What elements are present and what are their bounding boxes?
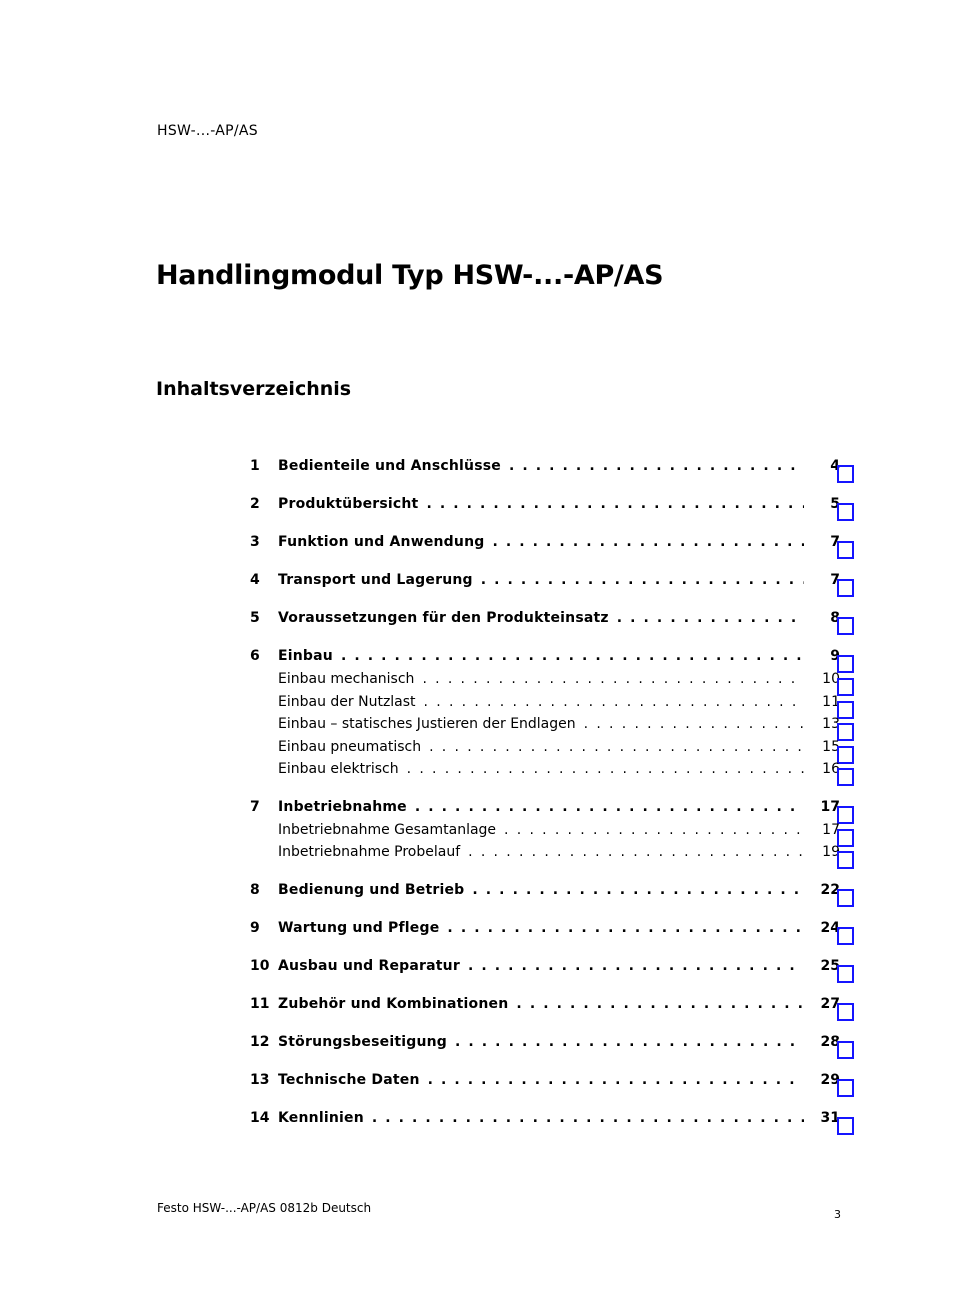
toc-subentry[interactable]: [250, 671, 854, 694]
toc-entry[interactable]: [250, 1034, 854, 1057]
page-link-box[interactable]: [837, 617, 854, 635]
page-link-box[interactable]: [837, 1041, 854, 1059]
dot-leader: [424, 694, 804, 710]
toc-entry-label: Inbetriebnahme Gesamtanlage: [278, 821, 497, 838]
toc-entry-label: Ausbau und Reparatur: [278, 957, 460, 974]
dot-leader: [455, 1034, 804, 1050]
toc-subentry[interactable]: [250, 844, 854, 867]
toc-entry-page: 4: [830, 458, 840, 474]
toc-section: [250, 882, 854, 905]
toc-entry-page: 28: [820, 1033, 840, 1050]
toc-entry[interactable]: [250, 534, 854, 557]
toc-entry-number: 7: [250, 798, 260, 815]
toc-entry-page: 7: [830, 572, 840, 588]
toc-section: [250, 996, 854, 1019]
toc-section: [250, 458, 854, 481]
toc-subentry[interactable]: [250, 761, 854, 784]
dot-leader: [516, 996, 804, 1012]
dot-leader: [472, 882, 804, 898]
dot-leader: [426, 496, 804, 512]
page-link-box[interactable]: [837, 1079, 854, 1097]
toc-entry-number: 6: [250, 648, 260, 664]
toc-entry-label: Einbau elektrisch: [278, 761, 399, 777]
toc-entry-page: 17: [820, 798, 840, 815]
toc-entry[interactable]: [250, 648, 854, 671]
toc-entry-number: 4: [250, 572, 260, 588]
toc-entry-label: Funktion und Anwendung: [278, 534, 485, 550]
toc-entry-label: Bedienung und Betrieb: [278, 881, 465, 898]
toc-entry[interactable]: [250, 996, 854, 1019]
page-link-box[interactable]: [837, 465, 854, 483]
toc-entry[interactable]: [250, 572, 854, 595]
toc-section: [250, 572, 854, 595]
toc-entry-page: 24: [820, 919, 840, 936]
toc-section: [250, 534, 854, 557]
dot-leader: [429, 739, 804, 755]
toc-entry[interactable]: [250, 882, 854, 905]
toc-entry-number: 10: [250, 957, 270, 974]
dot-leader: [341, 648, 804, 664]
dot-leader: [428, 1072, 804, 1088]
page-title: Handlingmodul Typ HSW-...-AP/AS: [156, 260, 664, 291]
toc-entry[interactable]: [250, 799, 854, 822]
page-link-box[interactable]: [837, 579, 854, 597]
toc-subentry[interactable]: [250, 694, 854, 717]
toc-entry-page: 7: [830, 534, 840, 550]
toc-entry[interactable]: [250, 958, 854, 981]
toc-entry-page: 9: [830, 648, 840, 664]
toc-entry-number: 5: [250, 610, 260, 626]
toc-subentry[interactable]: [250, 822, 854, 845]
toc-entry[interactable]: [250, 920, 854, 943]
dot-leader: [415, 799, 804, 815]
dot-leader: [481, 572, 804, 588]
toc-heading: Inhaltsverzeichnis: [156, 378, 352, 400]
toc-entry[interactable]: [250, 458, 854, 481]
toc-entry-label: Bedienteile und Anschlüsse: [278, 458, 501, 474]
toc-entry-page: 27: [820, 995, 840, 1012]
page-link-box[interactable]: [837, 503, 854, 521]
toc-entry-page: 25: [820, 957, 840, 974]
footer-page-number: 3: [834, 1208, 841, 1221]
table-of-contents: [250, 458, 854, 1148]
page-link-box[interactable]: [837, 851, 854, 869]
page-link-box[interactable]: [837, 541, 854, 559]
toc-entry[interactable]: [250, 1072, 854, 1095]
toc-entry-label: Inbetriebnahme: [278, 798, 407, 815]
toc-subentry[interactable]: [250, 716, 854, 739]
toc-entry-label: Inbetriebnahme Probelauf: [278, 844, 461, 860]
dot-leader: [617, 610, 804, 626]
toc-entry-number: 1: [250, 458, 260, 474]
dot-leader: [504, 822, 804, 838]
dot-leader: [492, 534, 804, 550]
toc-entry-label: Einbau – statisches Justieren der Endlagen: [278, 716, 576, 732]
toc-section: [250, 610, 854, 633]
toc-entry-page: 15: [822, 738, 840, 755]
toc-entry-label: Voraussetzungen für den Produkteinsatz: [278, 610, 609, 626]
toc-entry-label: Kennlinien: [278, 1109, 364, 1126]
toc-entry-label: Zubehör und Kombinationen: [278, 995, 509, 1012]
toc-entry-page: 5: [830, 496, 840, 512]
toc-entry-page: 29: [820, 1071, 840, 1088]
toc-entry-label: Wartung und Pflege: [278, 919, 440, 936]
toc-entry-label: Produktübersicht: [278, 496, 419, 512]
toc-entry-label: Einbau: [278, 648, 333, 664]
toc-entry-page: 17: [822, 821, 840, 838]
toc-entry-label: Transport und Lagerung: [278, 572, 473, 588]
dot-leader: [372, 1110, 804, 1126]
dot-leader: [468, 958, 804, 974]
footer-doc-info: Festo HSW-...-AP/AS 0812b Deutsch: [157, 1201, 372, 1215]
toc-subentry[interactable]: [250, 739, 854, 762]
toc-entry[interactable]: [250, 610, 854, 633]
dot-leader: [468, 844, 804, 860]
dot-leader: [509, 458, 804, 474]
toc-entry-number: 14: [250, 1109, 270, 1126]
dot-leader: [584, 716, 804, 732]
toc-entry-number: 2: [250, 496, 260, 512]
toc-section: [250, 799, 854, 867]
toc-entry[interactable]: [250, 496, 854, 519]
toc-entry-number: 3: [250, 534, 260, 550]
page-link-box[interactable]: [837, 768, 854, 786]
toc-entry-label: Störungsbeseitigung: [278, 1033, 447, 1050]
toc-entry-label: Einbau mechanisch: [278, 671, 415, 687]
page-link-box[interactable]: [837, 1117, 854, 1135]
toc-section: [250, 1034, 854, 1057]
toc-entry-page: 10: [822, 671, 840, 687]
page-link-box[interactable]: [837, 965, 854, 983]
toc-entry-label: Technische Daten: [278, 1071, 420, 1088]
toc-entry-page: 31: [820, 1109, 840, 1126]
toc-section: [250, 496, 854, 519]
dot-leader: [447, 920, 804, 936]
toc-entry-page: 13: [822, 716, 840, 732]
toc-entry-label: Einbau pneumatisch: [278, 738, 422, 755]
toc-entry-number: 12: [250, 1033, 270, 1050]
toc-entry-page: 8: [830, 610, 840, 626]
toc-entry[interactable]: [250, 1110, 854, 1133]
toc-entry-page: 11: [822, 693, 840, 710]
toc-entry-page: 19: [822, 844, 840, 860]
page-link-box[interactable]: [837, 889, 854, 907]
toc-entry-number: 13: [250, 1071, 270, 1088]
toc-section: [250, 920, 854, 943]
page-link-box[interactable]: [837, 927, 854, 945]
toc-entry-label: Einbau der Nutzlast: [278, 693, 416, 710]
toc-entry-number: 8: [250, 881, 260, 898]
toc-section: [250, 1072, 854, 1095]
dot-leader: [422, 671, 804, 687]
toc-section: [250, 1110, 854, 1133]
dot-leader: [407, 761, 804, 777]
page-link-box[interactable]: [837, 1003, 854, 1021]
toc-section: [250, 648, 854, 784]
toc-entry-number: 9: [250, 919, 260, 936]
header-doc-code: HSW-...-AP/AS: [157, 123, 258, 139]
toc-entry-number: 11: [250, 995, 270, 1012]
toc-entry-page: 22: [820, 881, 840, 898]
toc-entry-page: 16: [822, 761, 840, 777]
toc-section: [250, 958, 854, 981]
